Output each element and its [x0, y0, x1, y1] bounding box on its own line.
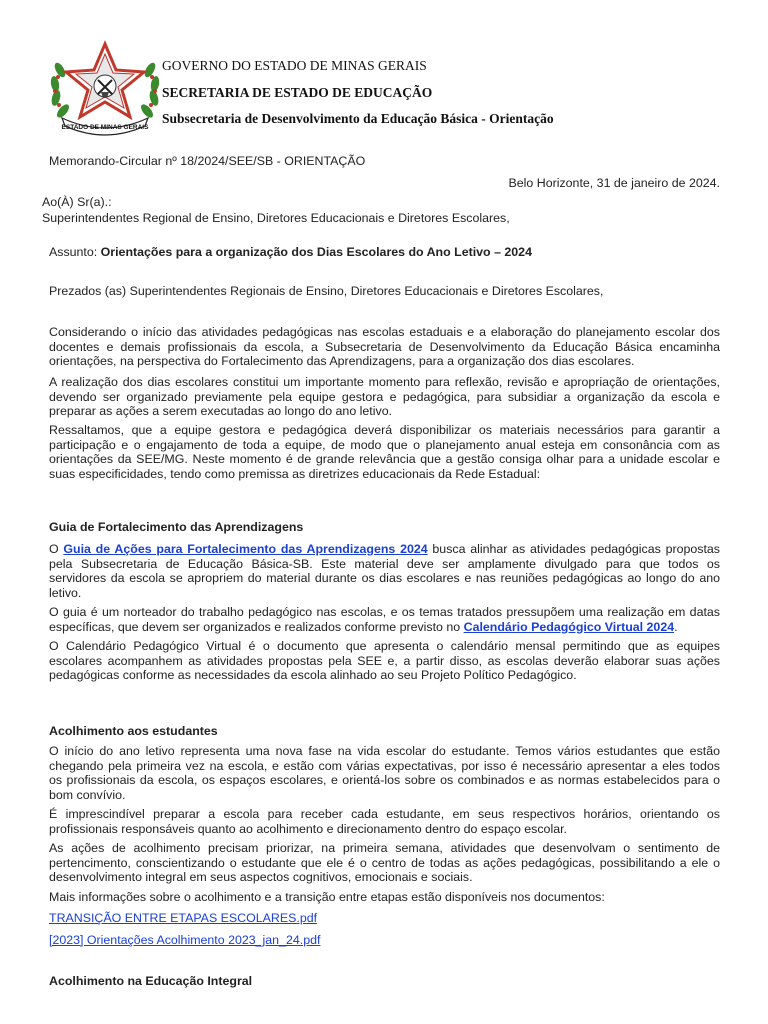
greeting: Prezados (as) Superintendentes Regionais de Ensino, Diretores Educacionais e Diretores Escolares,	[49, 284, 604, 298]
guia-acoes-link[interactable]: Guia de Ações para Fortalecimento das Aprendizagens 2024	[63, 542, 428, 556]
text-fragment: específicas, que devem ser organizados e realizados conforme previsto no	[49, 619, 464, 634]
subject-line	[49, 245, 532, 260]
memo-number: Memorando-Circular nº 18/2024/SEE/SB - ORIENTAÇÃO	[49, 154, 366, 168]
text-line: os profissionais da escola, os espaços escolares, e orientá-los sobre os combinados e as normas estabelecidos para o	[49, 773, 720, 788]
text-line: As ações de acolhimento precisam priorizar, na primeira semana, atividades que desenvolvam o sentimento de	[49, 841, 720, 855]
intro-paragraph-2	[49, 375, 720, 419]
text-line: bom convívio.	[49, 787, 126, 802]
text-line: orientações da SEE/MG. Neste momento é de grande relevância que a gestão consiga olhar para a unidade escolar e	[49, 452, 720, 467]
text-line: pela Subsecretaria de Educação Básica-SB. Este material deve ser amplamente divulgado para que todos os	[49, 556, 720, 571]
addressee-label: Ao(À) Sr(a).:	[42, 195, 112, 209]
calendario-pedagogico-link[interactable]: Calendário Pedagógico Virtual 2024	[463, 619, 675, 634]
link-line-2	[49, 933, 320, 947]
guia-paragraph-3	[49, 639, 720, 683]
text-fragment: busca alinhar as atividades pedagógicas propostas	[427, 542, 720, 556]
text-line: pedagógicas conforme as necessidades da escola alinhado ao seu Projeto Político Pedagógico.	[49, 668, 577, 683]
text-line: O Calendário Pedagógico Virtual é o documento que apresenta o calendário mensal permitindo que as equipes	[49, 639, 720, 653]
intro-paragraph-1	[49, 325, 720, 369]
text-line: Considerando o início das atividades pedagógicas nas escolas estaduais e a elaboração do planejamento escolar dos	[49, 325, 720, 339]
orientacoes-acolhimento-pdf-link[interactable]: [2023] Orientações Acolhimento 2023_jan_24.pdf	[49, 933, 321, 947]
text-fragment: .	[674, 619, 678, 634]
link-line-1	[49, 911, 317, 925]
minas-gerais-coat-of-arms-logo	[46, 40, 164, 140]
text-line: O início do ano letivo representa uma nova fase na vida escolar do estudante. Temos vários estudantes que estão	[49, 744, 720, 758]
guia-paragraph-1	[49, 542, 720, 600]
guia-paragraph-2	[49, 605, 720, 634]
addressee-recipients: Superintendentes Regional de Ensino, Diretores Educacionais e Diretores Escolares,	[42, 211, 510, 225]
text-line	[49, 620, 720, 635]
more-info-text: Mais informações sobre o acolhimento e a transição entre etapas estão disponíveis nos documentos:	[49, 890, 605, 904]
acolhimento-paragraph-2	[49, 807, 720, 836]
text-line: participação e o engajamento de toda a equipe, de modo que o planejamento anual esteja em consonância com as	[49, 437, 720, 452]
header-subsecretariat: Subsecretaria de Desenvolvimento da Educação Básica - Orientação	[162, 111, 554, 126]
section-heading-acolhimento: Acolhimento aos estudantes	[49, 724, 218, 738]
text-line: suas especificidades, tendo como premissa as diretrizes educacionais da Rede Estadual:	[49, 466, 541, 481]
text-line: devendo ser organizado previamente pela equipe gestora e pedagógica, para subsidiar a organização da escola e	[49, 389, 720, 404]
section-heading-integral: Acolhimento na Educação Integral	[49, 974, 253, 988]
acolhimento-paragraph-3	[49, 841, 720, 885]
text-line: É imprescindível preparar a escola para receber cada estudante, em seus respectivos horários, orientando os	[49, 807, 720, 821]
text-line: desenvolvimento integral em seus aspectos cognitivos, emocionais e sociais.	[49, 870, 473, 885]
transicao-etapas-pdf-link[interactable]: TRANSIÇÃO ENTRE ETAPAS ESCOLARES.pdf	[49, 911, 318, 925]
acolhimento-paragraph-1	[49, 744, 720, 802]
text-line: docentes e demais profissionais da escola, a Subsecretaria de Desenvolvimento da Educação Básica encaminha	[49, 339, 720, 354]
text-line: pertencimento, conscientizando o estudante que ele é o centro de todas as ações pedagógicas, possibilitando a ele o	[49, 855, 720, 870]
header-secretariat: SECRETARIA DE ESTADO DE EDUCAÇÃO	[162, 85, 433, 100]
subject-text: Orientações para a organização dos Dias Escolares do Ano Letivo – 2024	[100, 245, 532, 259]
section-heading-guia: Guia de Fortalecimento das Aprendizagens	[49, 520, 304, 534]
text-line: orientações, na perspectiva do Fortalecimento das Aprendizagens, para a organização dos dias escolares.	[49, 354, 635, 369]
text-line: preparar as ações a serem executadas ao longo do ano letivo.	[49, 404, 393, 419]
header-government: GOVERNO DO ESTADO DE MINAS GERAIS	[162, 58, 427, 73]
svg-text:ESTADO DE MINAS GERAIS: ESTADO DE MINAS GERAIS	[61, 124, 149, 131]
subject-label: Assunto:	[49, 245, 101, 259]
text-line: Ressaltamos, que a equipe gestora e pedagógica deverá disponibilizar os materiais necessários para garantir a	[49, 423, 720, 437]
text-line: O guia é um norteador do trabalho pedagógico nas escolas, e os temas tratados pressupõem uma realização em datas	[49, 605, 720, 619]
text-line: letivo.	[49, 585, 82, 600]
text-line: profissionais responsáveis quanto ao acolhimento e direcionamento dentro do espaço escolar.	[49, 821, 567, 836]
memo-date: Belo Horizonte, 31 de janeiro de 2024.	[508, 176, 720, 190]
text-line: servidores da escola se apropriem do material durante os dias escolares e nas reuniões pedagógicas ao longo do ano	[49, 571, 720, 586]
text-line: chegando pela primeira vez na escola, e estão com várias expectativas, por isso é necessário apresentar a eles todos	[49, 758, 720, 773]
text-line: escolares acompanhem as atividades propostas pela SEE e, a partir disso, as escolas deverão elaborar suas ações	[49, 653, 720, 668]
text-line: A realização dos dias escolares constitui um importante momento para reflexão, revisão e apropriação de orientações,	[49, 375, 720, 389]
text-line	[49, 542, 720, 557]
intro-paragraph-3	[49, 423, 720, 481]
text-fragment: O	[49, 542, 64, 556]
